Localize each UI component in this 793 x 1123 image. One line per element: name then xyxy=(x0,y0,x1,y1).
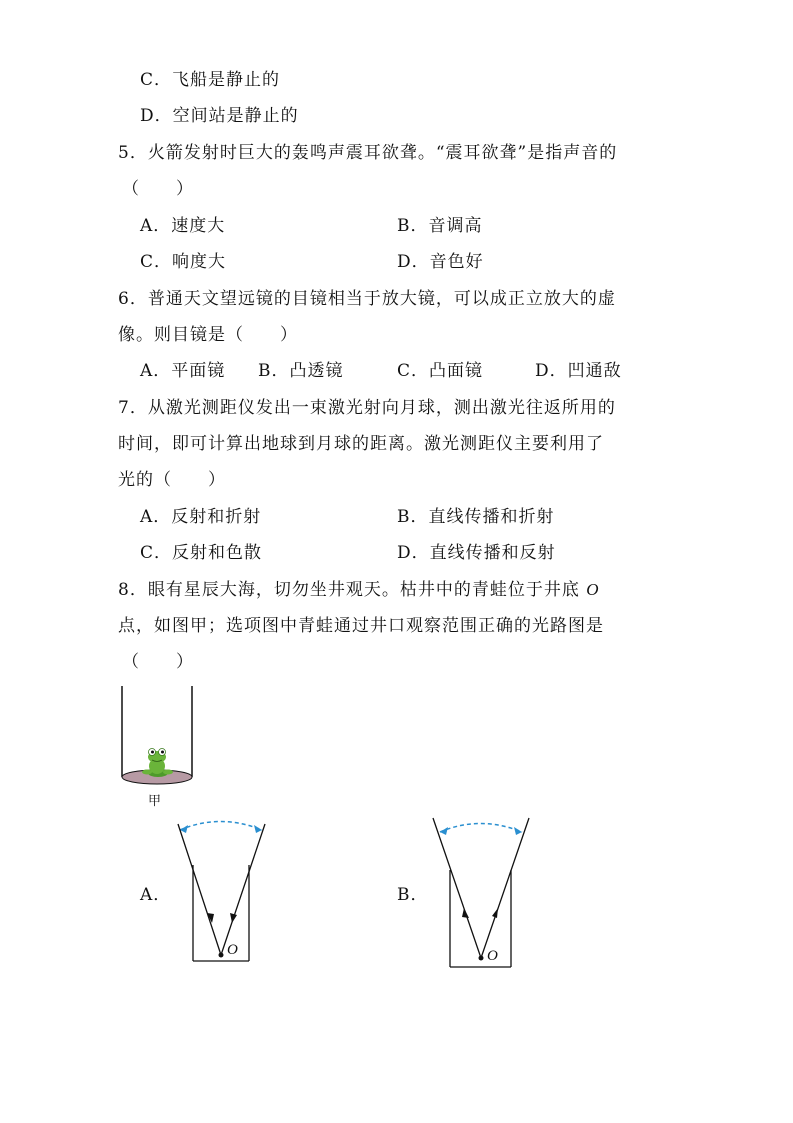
light-ray-left xyxy=(433,818,481,958)
q6-option-c: C．凸面镜 xyxy=(397,361,484,381)
q8-blank: （ ） xyxy=(122,652,194,672)
arrow-down-icon xyxy=(230,913,237,923)
view-range-arc xyxy=(180,822,262,831)
figure-option-b xyxy=(428,815,538,975)
figure-jia-label: 甲 xyxy=(148,793,162,808)
q8-stem-line1-text: 8．眼有星辰大海，切勿坐井观天。枯井中的青蛙位于井底 xyxy=(118,580,580,600)
q7-stem-line3: 光的（ ） xyxy=(118,470,226,490)
q8-stem-line2: 点，如图甲；选项图中青蛙通过井口观察范围正确的光路图是 xyxy=(118,616,604,636)
point-o-dot xyxy=(479,956,484,961)
arc-arrow-right-icon xyxy=(514,827,522,835)
light-ray-left xyxy=(178,824,221,955)
q4-option-c: C．飞船是静止的 xyxy=(140,70,281,90)
q5-option-b: B．音调高 xyxy=(397,216,483,236)
q8-stem-line1 xyxy=(118,578,600,602)
q7-stem-line2: 时间，即可计算出地球到月球的距离。激光测距仪主要利用了 xyxy=(118,434,604,454)
point-o-dot xyxy=(219,953,224,958)
light-ray-right xyxy=(481,818,529,958)
q5-stem: 5．火箭发射时巨大的轰鸣声震耳欲聋。“震耳欲聋”是指声音的 xyxy=(118,143,618,163)
arrow-up-icon xyxy=(462,908,469,918)
option-a-point-o: O xyxy=(227,942,238,958)
option-a-label: A． xyxy=(140,885,172,905)
q6-option-a: A．平面镜 xyxy=(140,361,226,381)
option-b-point-o: O xyxy=(487,948,498,964)
option-b-label: B． xyxy=(397,885,429,905)
q5-option-d: D．音色好 xyxy=(397,252,484,272)
q6-stem-line2: 像。则目镜是（ ） xyxy=(118,325,298,345)
arc-arrow-right-icon xyxy=(254,825,262,833)
q6-stem-line1: 6．普通天文望远镜的目镜相当于放大镜，可以成正立放大的虚 xyxy=(118,289,616,309)
q7-option-a: A．反射和折射 xyxy=(140,507,262,527)
q6-option-d: D．凹通敌 xyxy=(535,361,622,381)
q7-option-c: C．反射和色散 xyxy=(140,543,263,563)
q5-option-a: A．速度大 xyxy=(140,216,226,236)
q5-blank: （ ） xyxy=(122,179,194,199)
q4-option-d: D．空间站是静止的 xyxy=(140,106,299,126)
arrow-up-icon xyxy=(492,908,498,918)
q5-option-c: C．响度大 xyxy=(140,252,227,272)
q7-stem-line1: 7．从激光测距仪发出一束激光射向月球，测出激光往返所用的 xyxy=(118,398,616,418)
q7-option-b: B．直线传播和折射 xyxy=(397,507,555,527)
figure-option-a xyxy=(170,815,280,970)
frog-icon xyxy=(142,749,173,778)
light-ray-right xyxy=(221,824,265,955)
q7-option-d: D．直线传播和反射 xyxy=(397,543,556,563)
q8-point-o-inline: O xyxy=(586,580,600,599)
view-range-arc xyxy=(440,824,522,833)
q6-option-b: B．凸透镜 xyxy=(258,361,344,381)
